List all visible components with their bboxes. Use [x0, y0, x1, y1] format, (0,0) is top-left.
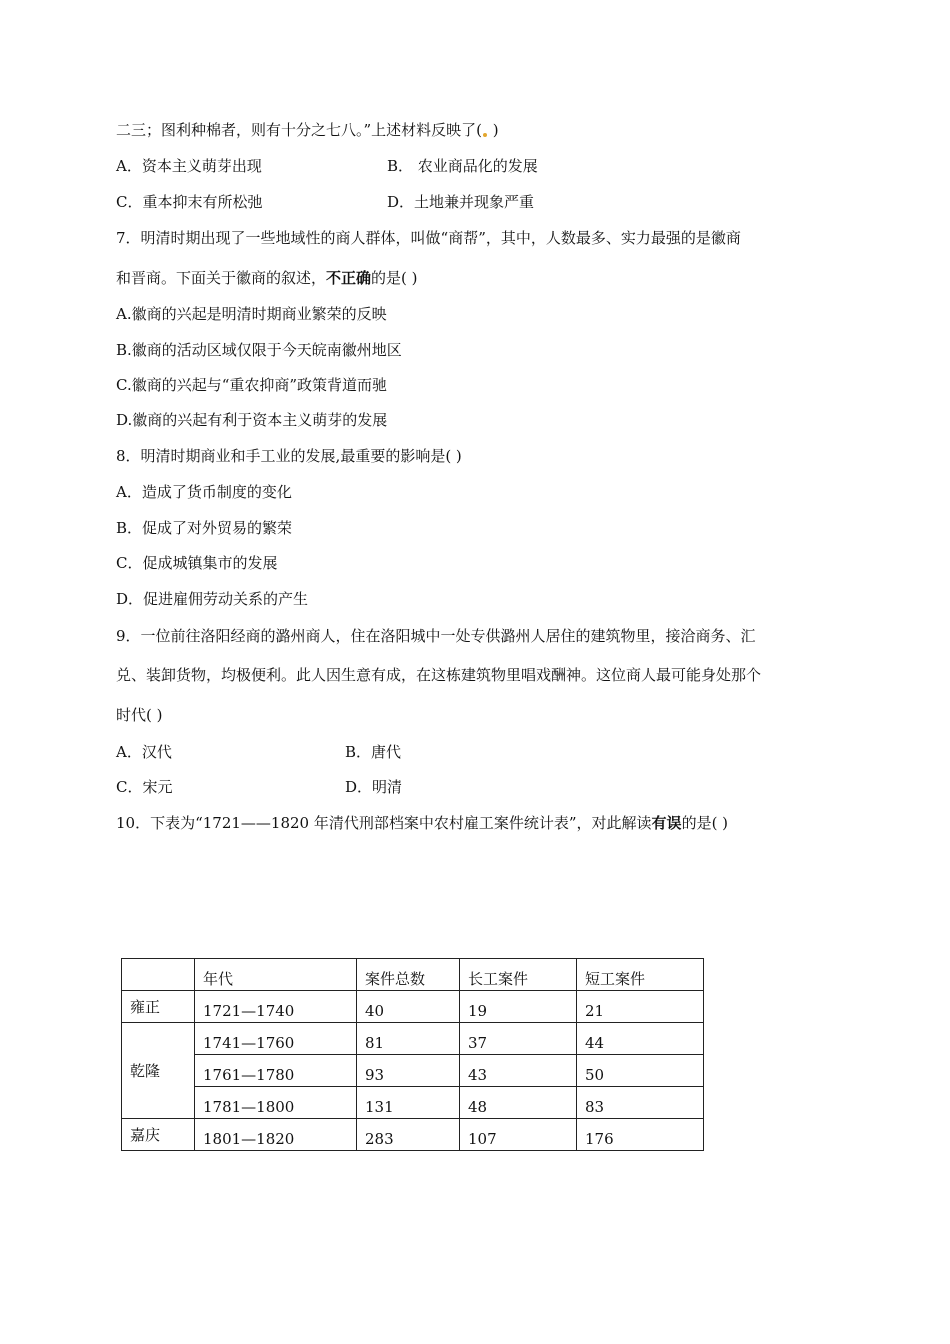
long-term-cell: 107: [460, 1119, 577, 1151]
total-cell: 93: [357, 1055, 460, 1087]
short-term-cell: 83: [577, 1087, 704, 1119]
q6-option-b[interactable]: B． 农业商品化的发展: [387, 157, 538, 175]
q7-stem-line2: [116, 268, 418, 288]
q8-option-b[interactable]: B．促成了对外贸易的繁荣: [116, 519, 293, 537]
q9-option-c[interactable]: C．宋元: [116, 778, 173, 796]
q8-option-a[interactable]: A．造成了货币制度的变化: [116, 483, 292, 501]
q8-option-d[interactable]: D．促进雇佣劳动关系的产生: [116, 590, 309, 608]
table-header-cell: 案件总数: [357, 959, 460, 991]
q10-stem-pre: 10．下表为“1721——1820 年清代刑部档案中农村雇工案件统计表”，对此解读: [116, 814, 652, 832]
table-row: [122, 1119, 704, 1151]
period-cell: 1801—1820: [195, 1119, 357, 1151]
q7-emphasis: 不正确: [326, 269, 372, 287]
total-cell: 283: [357, 1119, 460, 1151]
q9-option-d[interactable]: D．明清: [345, 778, 403, 796]
q7-option-d[interactable]: D.徽商的兴起有利于资本主义萌芽的发展: [116, 411, 388, 429]
period-cell: 1781—1800: [195, 1087, 357, 1119]
hired-labor-cases-table: [121, 958, 704, 1151]
short-term-cell: 44: [577, 1023, 704, 1055]
q10-emphasis: 有误: [651, 814, 682, 832]
table-header-cell: 短工案件: [577, 959, 704, 991]
table-row: [122, 1055, 704, 1087]
q9-stem-line1: 9．一位前往洛阳经商的潞州商人，住在洛阳城中一处专供潞州人居住的建筑物里，接洽商务、汇: [116, 627, 756, 645]
era-cell: 嘉庆: [122, 1119, 195, 1151]
q6-stem-close: ): [488, 121, 499, 139]
total-cell: 131: [357, 1087, 460, 1119]
long-term-cell: 19: [460, 991, 577, 1023]
period-cell: 1741—1760: [195, 1023, 357, 1055]
table-row: [122, 1023, 704, 1055]
short-term-cell: 176: [577, 1119, 704, 1151]
q10-stem-post: 的是( ): [681, 814, 729, 832]
yellow-mark-icon: [483, 133, 487, 137]
period-cell: 1761—1780: [195, 1055, 357, 1087]
long-term-cell: 37: [460, 1023, 577, 1055]
long-term-cell: 43: [460, 1055, 577, 1087]
q9-stem-line2: 兑、装卸货物，均极便利。此人因生意有成，在这栋建筑物里唱戏酬神。这位商人最可能身处那个: [116, 666, 762, 684]
table-header-cell: [122, 959, 195, 991]
table-header-row: [122, 959, 704, 991]
q7-stem-pre: 和晋商。下面关于徽商的叙述，: [116, 269, 327, 287]
table-row: [122, 1087, 704, 1119]
q7-option-b[interactable]: B.徽商的活动区域仅限于今天皖南徽州地区: [116, 341, 402, 359]
era-cell: 乾隆: [122, 1023, 195, 1119]
q9-option-b[interactable]: B．唐代: [345, 743, 402, 761]
q7-stem-line1: 7．明清时期出现了一些地域性的商人群体，叫做“商帮”，其中，人数最多、实力最强的是徽商: [116, 229, 741, 247]
q8-stem: 8．明清时期商业和手工业的发展,最重要的影响是( ): [116, 447, 462, 465]
q9-option-a[interactable]: A．汉代: [116, 743, 172, 761]
period-cell: 1721—1740: [195, 991, 357, 1023]
q10-stem: [116, 813, 728, 833]
short-term-cell: 21: [577, 991, 704, 1023]
table-row: [122, 991, 704, 1023]
table-header-cell: 年代: [195, 959, 357, 991]
era-cell: 雍正: [122, 991, 195, 1023]
q6-stem: [116, 120, 499, 140]
q7-option-a[interactable]: A.徽商的兴起是明清时期商业繁荣的反映: [116, 305, 387, 323]
q6-stem-text: 二三；图利种棉者，则有十分之七八。”上述材料反映了(: [116, 121, 483, 139]
table-header-cell: 长工案件: [460, 959, 577, 991]
total-cell: 40: [357, 991, 460, 1023]
total-cell: 81: [357, 1023, 460, 1055]
q6-option-a[interactable]: A．资本主义萌芽出现: [116, 157, 262, 175]
q8-option-c[interactable]: C．促成城镇集市的发展: [116, 554, 278, 572]
q6-option-d[interactable]: D．土地兼并现象严重: [387, 193, 535, 211]
long-term-cell: 48: [460, 1087, 577, 1119]
short-term-cell: 50: [577, 1055, 704, 1087]
q7-stem-post: 的是( ): [371, 269, 418, 287]
q9-stem-line3: 时代( ): [116, 706, 163, 724]
q6-option-c[interactable]: C．重本抑末有所松弛: [116, 193, 263, 211]
q7-option-c[interactable]: C.徽商的兴起与“重农抑商”政策背道而驰: [116, 376, 388, 394]
